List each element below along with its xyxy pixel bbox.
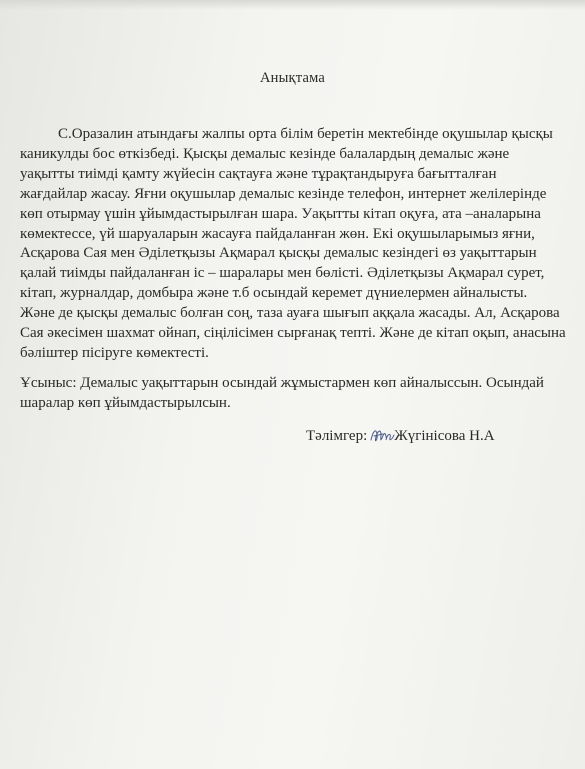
- body-line: Асқарова Сая мен Әділетқызы Ақмарал қысқы демалыс кезіндегі өз уақыттарын: [20, 245, 537, 262]
- mentor-name: Жүгінісова Н.А: [394, 427, 495, 444]
- body-line: бәліштер пісіруге көмектесті.: [20, 344, 209, 361]
- mentor-label: Тәлімгер:: [306, 427, 368, 444]
- body-line: жағдайлар жасау. Яғни оқушылар демалыс кезінде телефон, интернет желілерінде: [20, 185, 547, 202]
- body-line: кітап, журналдар, домбыра және т.б осындай керемет дүниелермен айналысты.: [20, 285, 528, 302]
- body-line: көп отырмау үшін ұйымдастырылған шара. Уақытты кітап оқуға, ата –аналарына: [20, 205, 541, 222]
- page-top-shadow: [0, 0, 585, 10]
- document-title: Анықтама: [259, 70, 326, 86]
- recommendation-paragraph: [20, 373, 550, 413]
- recommendation-line: шаралар көп ұйымдастырылсын.: [20, 395, 231, 411]
- body-paragraph: [20, 125, 566, 364]
- body-line: каникулды бос өткізбеді. Қысқы демалыс кезінде балалардың демалыс және: [20, 145, 510, 162]
- body-line: Сая әкесімен шахмат ойнап, сіңілісімен сырғанақ тепті. Және де кітап оқып, анасына: [20, 325, 566, 342]
- body-line: Және де қысқы демалыс болған соң, таза ауаға шығып аққала жасады. Ал, Асқарова: [20, 305, 560, 322]
- body-line: көмектессе, үй шаруаларын жасауға пайдаланған жөн. Екі оқушыларымыз яғни,: [20, 225, 535, 242]
- mentor-signature-line: [306, 425, 495, 447]
- handwritten-signature: [368, 425, 396, 447]
- body-line: уақытты тиімді қамту жүйесін сақтауға және тұрақтандыруға бағытталған: [20, 165, 497, 182]
- recommendation-line: Ұсыныс: Демалыс уақыттарын осындай жұмыстармен көп айналыссын. Осындай: [20, 375, 544, 391]
- body-line: С.Оразалин атындағы жалпы орта білім беретін мектебінде оқушылар қысқы: [58, 126, 553, 142]
- body-line: қалай тиімды пайдаланған іс – шаралары мен бөлісті. Әділетқызы Ақмарал сурет,: [20, 265, 545, 282]
